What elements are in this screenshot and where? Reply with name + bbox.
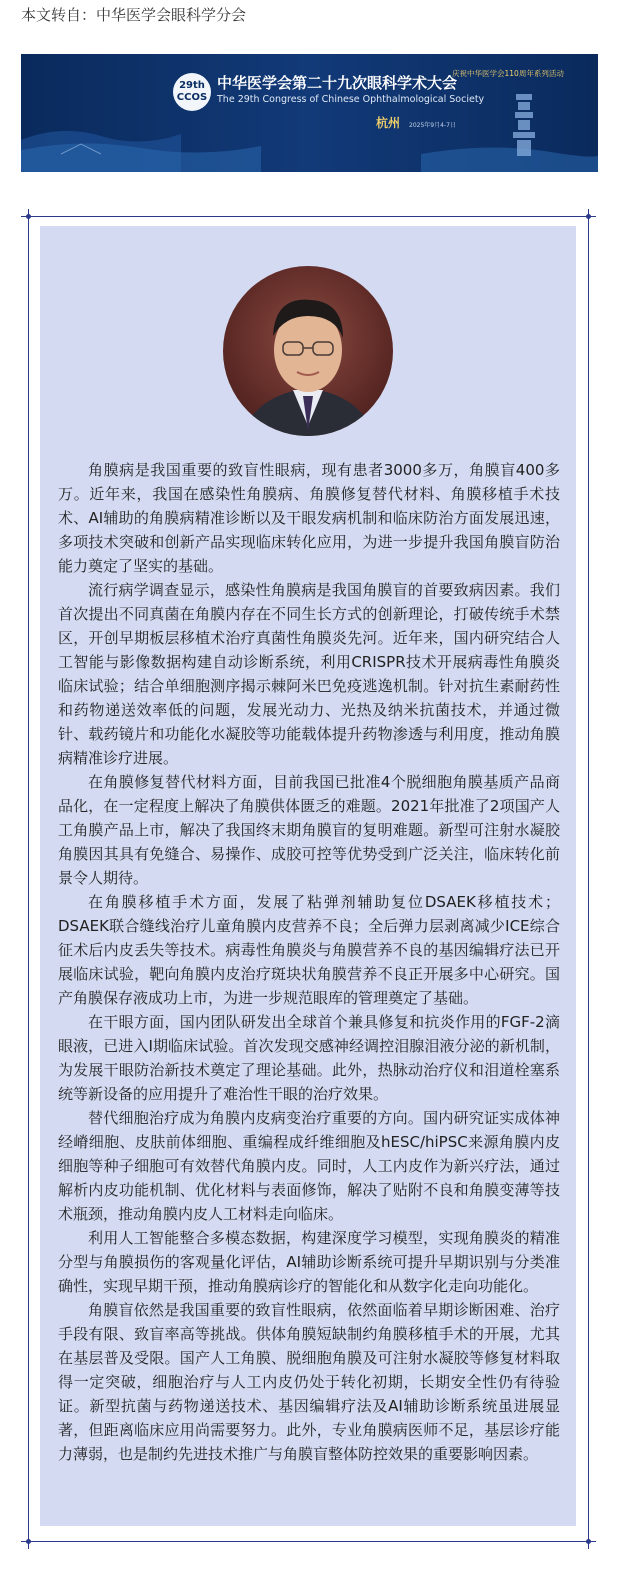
frame-left-rule	[28, 209, 29, 1549]
source-attribution: 本文转自：中华医学会眼科学分会	[21, 6, 247, 24]
article-paragraph: 流行病学调查显示，感染性角膜病是我国角膜盲的首要致病因素。我们首次提出不同真菌在角膜内存在不同生长方式的创新理论，打破传统手术禁区，开创早期板层移植术治疗真菌性角膜炎先河。近年来，国内研究结合人工智能与影像数据构建自动诊断系统，利用CRISPR技术开展病毒性角膜炎临床试验；结合单细胞测序揭示棘阿米巴免疫逃逸机制。针对抗生素耐药性和药物递送效率低的问题，发展光动力、光热及纳米抗菌技术，并通过微针、载药镜片和功能化水凝胶等功能载体提升药物渗透与利用度，推动角膜病精准诊疗进展。	[58, 581, 560, 767]
portrait-illustration	[223, 266, 393, 436]
congress-title-cn: 中华医学会第二十九次眼科学术大会	[217, 74, 458, 92]
article-paragraph: 角膜病是我国重要的致盲性眼病，现有患者3000多万，角膜盲400多万。近年来，我国在感染性角膜病、角膜修复替代材料、角膜移植手术技术、AI辅助的角膜病精准诊断以及干眼发病机制和临床防治方面发展迅速，多项技术突破和创新产品实现临床转化应用，为进一步提升我国角膜盲防治能力奠定了坚实的基础。	[58, 461, 560, 575]
frame-corner-dot	[586, 1539, 591, 1544]
author-portrait	[223, 266, 393, 436]
logo-number: 29th	[179, 80, 205, 91]
congress-logo	[173, 73, 211, 111]
frame-corner-dot	[586, 214, 591, 219]
article-paragraph: 在干眼方面，国内团队研发出全球首个兼具修复和抗炎作用的FGF-2滴眼液，已进入Ⅰ期临床试验。首次发现交感神经调控泪腺泪液分泌的新机制，为发展干眼防治新技术奠定了理论基础。此外，热脉动治疗仪和泪道栓塞系统等新设备的应用提升了难治性干眼的治疗效果。	[58, 1013, 560, 1103]
article-paragraph: 在角膜修复替代材料方面，目前我国已批准4个脱细胞角膜基质产品商品化，在一定程度上解决了角膜供体匮乏的难题。2021年批准了2项国产人工角膜产品上市，解决了我国终末期角膜盲的复明难题。新型可注射水凝胶角膜因其具有免缝合、易操作、成胶可控等优势受到广泛关注，临床转化前景令人期待。	[58, 773, 560, 887]
article-paragraph: 角膜盲依然是我国重要的致盲性眼病，依然面临着早期诊断困难、治疗手段有限、致盲率高等挑战。供体角膜短缺制约角膜移植手术的开展，尤其在基层普及受限。国产人工角膜、脱细胞角膜及可注射水凝胶等修复材料取得一定突破，细胞治疗与人工内皮仍处于转化初期，长期安全性仍有待验证。新型抗菌与药物递送技术、基因编辑疗法及AI辅助诊断系统虽进展显著，但距离临床应用尚需要努力。此外，专业角膜病医师不足，基层诊疗能力薄弱，也是制约先进技术推广与角膜盲整体防控效果的重要影响因素。	[58, 1301, 560, 1463]
city-label: 杭州	[376, 116, 401, 130]
anniversary-label: 庆祝中华医学会110周年系列活动	[452, 69, 564, 78]
frame-corner-dot	[26, 1539, 31, 1544]
frame-right-rule	[588, 209, 589, 1549]
article-body	[58, 458, 560, 1466]
frame-top-rule	[21, 216, 596, 217]
congress-title-en: The 29th Congress of Chinese Ophthalmological Society	[217, 94, 485, 105]
date-label: 2025年9月4-7日	[409, 122, 456, 129]
article-paragraph: 替代细胞治疗成为角膜内皮病变治疗重要的方向。国内研究证实成体神经嵴细胞、皮肤前体细胞、重编程成纤维细胞及hESC/hiPSC来源角膜内皮细胞等种子细胞可有效替代角膜内皮。同时，人工内皮作为新兴疗法，通过解析内皮功能机制、优化材料与表面修饰，解决了贴附不良和角膜变薄等技术瓶颈，推动角膜内皮人工材料走向临床。	[58, 1109, 560, 1223]
congress-banner	[21, 54, 598, 172]
frame-bottom-rule	[21, 1541, 596, 1542]
frame-corner-dot	[26, 214, 31, 219]
logo-abbr: CCOS	[176, 92, 208, 103]
article-paragraph: 在角膜移植手术方面，发展了粘弹剂辅助复位DSAEK移植技术；DSAEK联合缝线治疗儿童角膜内皮营养不良；全后弹力层剥离减少ICE综合征术后内皮丢失等技术。病毒性角膜炎与角膜营养不良的基因编辑疗法已开展临床试验，靶向角膜内皮治疗斑块状角膜营养不良正开展多中心研究。国产角膜保存液成功上市，为进一步规范眼库的管理奠定了基础。	[58, 893, 560, 1007]
article-paragraph: 利用人工智能整合多模态数据，构建深度学习模型，实现角膜炎的精准分型与角膜损伤的客观量化评估，AI辅助诊断系统可提升早期识别与分类准确性，实现早期干预，推动角膜病诊疗的智能化和从数字化走向功能化。	[58, 1229, 560, 1295]
